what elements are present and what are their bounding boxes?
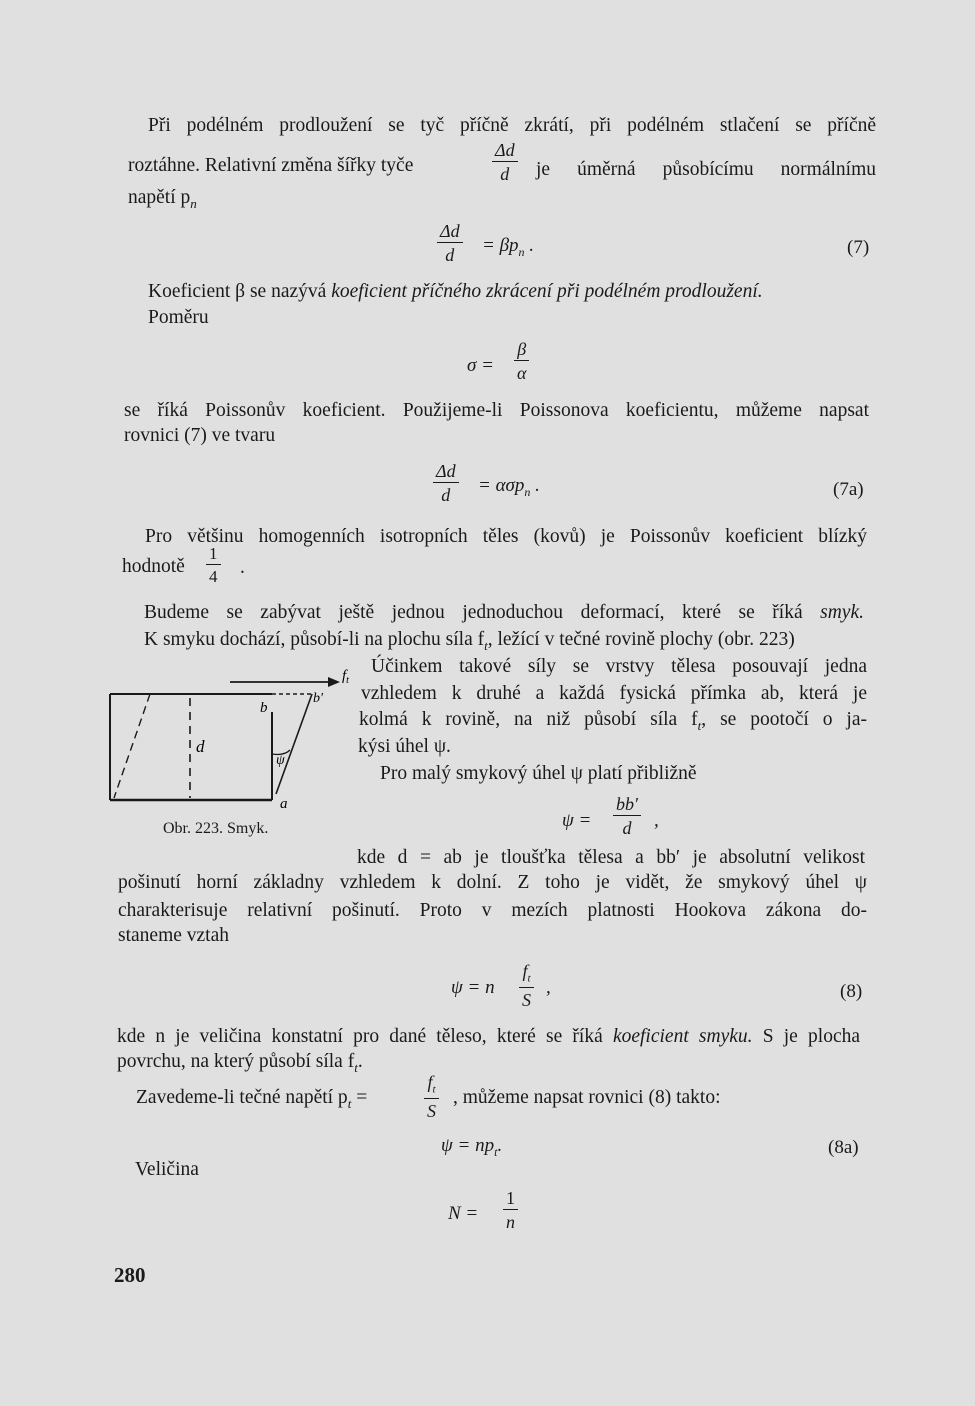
comma: , — [654, 810, 659, 831]
subscript: t — [354, 1059, 358, 1075]
text: Veličina — [135, 1159, 199, 1180]
equals: = — [356, 1087, 368, 1108]
text: vzhledem k druhé a každá fysická přímka ab, která je — [361, 683, 867, 704]
text-line-se-rika — [124, 401, 869, 421]
denominator: d — [445, 245, 455, 265]
text: staneme vztah — [118, 925, 229, 946]
beta-over-alpha — [514, 340, 529, 382]
text: , ležící v tečné rovině plochy (obr. 223) — [487, 629, 795, 650]
text: , se pootočí o ja- — [701, 709, 867, 730]
comma: , — [546, 977, 551, 998]
text-line-r3 — [359, 710, 867, 732]
text: Budeme se zabývat ještě jednou jednoduchou deformací, které se říká — [144, 602, 821, 623]
denominator: S — [427, 1100, 436, 1121]
text-line-r4 — [358, 737, 451, 757]
eq8-lhs: ψ = n — [451, 977, 495, 998]
eq7a-fraction — [433, 462, 459, 504]
text: kde n je veličina konstatní pro dané těleso, které se říká — [117, 1026, 613, 1047]
figure-body-outline — [110, 677, 340, 800]
denominator: 4 — [209, 567, 218, 586]
text-line-kde-d — [357, 848, 865, 868]
numerator: 1 — [506, 1188, 515, 1208]
text-line-koeficient — [148, 282, 763, 302]
italic-term: smyk. — [820, 602, 864, 623]
text-line-charakterisuje — [118, 901, 867, 921]
numerator: Δd — [495, 140, 515, 160]
label-d: d — [196, 737, 205, 756]
italic-term: koeficient smyku. — [612, 1026, 753, 1047]
text-line-3 — [128, 188, 197, 210]
numerator: bb′ — [616, 794, 638, 814]
psi-lhs: ψ = — [562, 810, 592, 831]
text: roztáhne. Relativní změna šířky tyče — [128, 155, 414, 176]
text: = ασp — [478, 475, 525, 496]
text: charakterisuje relativní pošinutí. Proto v mezích platnosti Hookova zákona do- — [118, 900, 867, 921]
numerator: Δd — [440, 221, 460, 241]
text: = βp — [482, 235, 519, 256]
text-line-zavedeme — [136, 1088, 367, 1110]
text: kýsi úhel ψ. — [358, 736, 451, 757]
eq7-rhs: = $\beta p_n$ . — [482, 235, 535, 259]
eq8a-number: (8a) — [828, 1137, 859, 1158]
text: rovnici (7) ve tvaru — [124, 425, 276, 446]
subscript: n — [190, 195, 197, 211]
numerator: 1 — [209, 544, 218, 563]
text: pošinutí horní základny vzhledem k dolní. Z toho je vidět, že smykový úhel ψ — [118, 872, 867, 893]
text: Poměru — [148, 307, 209, 328]
text: Zavedeme-li tečné napětí p — [136, 1087, 348, 1108]
sigma-lhs: σ = — [467, 355, 494, 376]
text: se říká Poissonův koeficient. Použijeme-li Poissonova koeficientu, můžeme napsat — [124, 400, 869, 421]
subscript: n — [518, 244, 525, 259]
denominator: d — [441, 485, 451, 505]
text: K smyku dochází, působí-li na plochu síla f — [144, 629, 485, 650]
text-line-pomeru — [148, 308, 209, 328]
text: Pro většinu homogenních isotropních těles (kovů) je Poissonův koeficient blízký — [145, 526, 867, 547]
denominator: S — [522, 989, 531, 1010]
eq7-fraction — [437, 222, 463, 264]
text-line-kde-n — [117, 1027, 860, 1047]
text: Při podélném prodloužení se tyč příčně zkrátí, při podélném stlačení se příčně — [148, 115, 876, 136]
label-psi: ψ — [276, 753, 285, 768]
subscript: t — [432, 1083, 436, 1096]
label-force: $f_t$ — [342, 668, 349, 686]
ft-over-S-inline — [424, 1073, 439, 1120]
one-quarter-fraction — [206, 545, 221, 585]
eq8-number: (8) — [840, 981, 863, 1002]
subscript: t — [494, 1144, 498, 1159]
text: S je plocha — [752, 1026, 861, 1047]
italic-term: koeficient příčného zkrácení při podélném prodloužení. — [331, 281, 763, 302]
label-a: a — [280, 796, 288, 812]
denominator: d — [500, 164, 510, 184]
text-line-pro-vetsinu — [145, 527, 867, 547]
text: kolmá k rovině, na niž působí síla f — [359, 709, 698, 730]
numerator: Δd — [436, 461, 456, 481]
text: povrchu, na který působí síla f — [117, 1051, 355, 1072]
text: je úměrná působícímu normálnímu — [536, 159, 876, 180]
text-line-hodnote — [122, 557, 185, 577]
period: . — [240, 557, 245, 578]
subscript: n — [524, 484, 531, 499]
text-line-budeme — [144, 603, 864, 623]
N-lhs: N = — [448, 1203, 479, 1224]
numerator — [424, 1073, 438, 1098]
text: Koeficient β se nazývá — [148, 281, 332, 302]
text-line-posinuti — [118, 873, 867, 893]
text-line-r5 — [380, 764, 697, 784]
label-b-prime: b′ — [313, 691, 324, 706]
f-symbol: f — [427, 1072, 433, 1092]
eq7a-rhs: = ασp$_n$ . — [478, 475, 540, 499]
figure-shear-diagram — [100, 662, 350, 822]
text-line-r2 — [361, 684, 867, 704]
text-line-zavedeme-b — [453, 1088, 721, 1108]
text-line-povrchu: povrchu, na který působí síla $f_t$. — [117, 1051, 363, 1075]
text: Pro malý smykový úhel ψ platí přibližně — [380, 763, 697, 784]
figure-caption: Obr. 223. Smyk. — [163, 820, 269, 837]
label-b: b — [260, 700, 268, 716]
text-line-rovnici — [124, 426, 275, 446]
text: kde d = ab je tloušťka tělesa a bb′ je absolutní velikost — [357, 847, 865, 868]
text: Účinkem takové síly se vrstvy tělesa posouvají jedna — [371, 656, 867, 677]
eq7a-number: (7a) — [833, 479, 864, 500]
text-line-r1 — [371, 657, 867, 677]
denominator: n — [506, 1212, 515, 1232]
text: hodnotě — [122, 556, 185, 577]
eq8a: $\psi = np_t$. — [441, 1135, 503, 1159]
text: ψ = np — [441, 1135, 495, 1156]
ft-over-S — [519, 962, 534, 1009]
numerator — [519, 962, 533, 987]
f-symbol: f — [522, 961, 528, 981]
text: , můžeme napsat rovnici (8) takto: — [453, 1087, 721, 1108]
one-over-n — [503, 1189, 518, 1231]
eq7-number: (7) — [847, 237, 870, 258]
fraction-delta-d-over-d — [492, 141, 518, 183]
numerator: β — [517, 339, 527, 359]
text-line-velicina — [135, 1160, 199, 1180]
page-number: 280 — [114, 1263, 146, 1287]
subscript: t — [484, 637, 488, 653]
text-line-1 — [148, 116, 876, 136]
text-line-2 — [128, 156, 413, 176]
text: napětí p — [128, 187, 191, 208]
subscript: t — [347, 1095, 352, 1111]
subscript: t — [697, 717, 702, 733]
text-line-staneme — [118, 926, 229, 946]
subscript: t — [527, 972, 531, 985]
text-line-2b — [536, 160, 876, 180]
bb-over-d — [613, 795, 641, 837]
denominator: α — [517, 363, 527, 383]
text-line-k-smyku — [144, 630, 866, 652]
denominator: d — [622, 818, 632, 838]
